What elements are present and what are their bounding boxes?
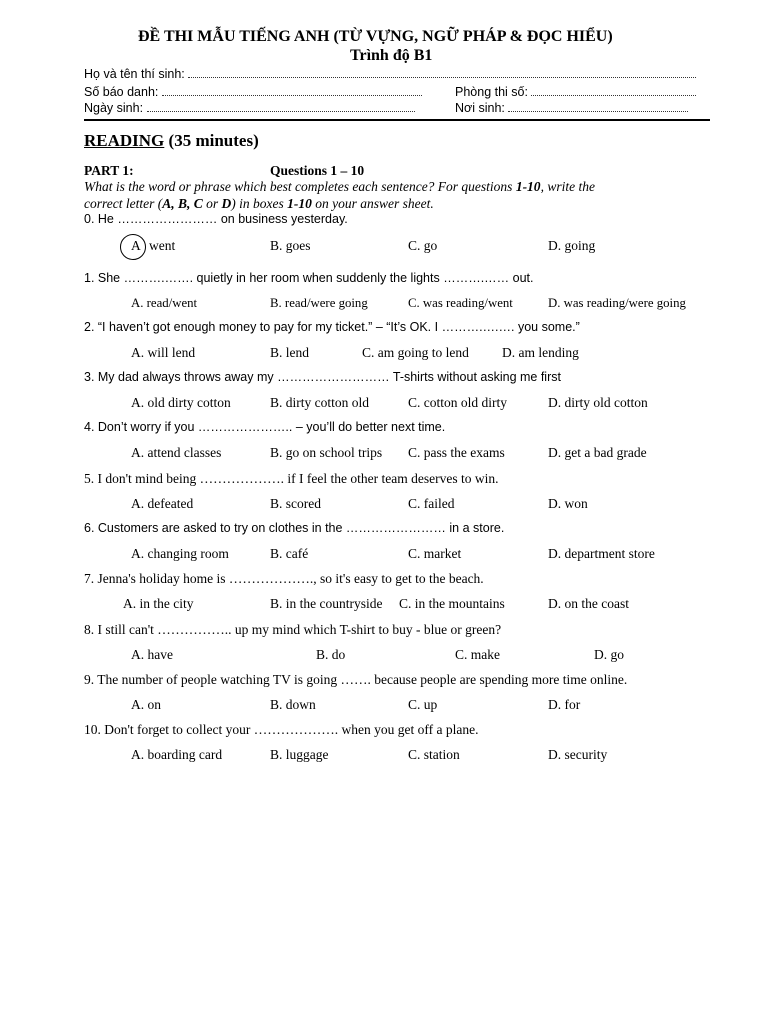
answer-option: D. department store xyxy=(548,546,655,561)
candidate-name-label: Họ và tên thí sinh: xyxy=(84,67,185,81)
answer-option: A. attend classes xyxy=(131,445,222,460)
answer-option: C. make xyxy=(455,647,500,662)
instruction-range-2: 1-10 xyxy=(287,196,312,211)
answer-option: C. failed xyxy=(408,496,455,511)
answer-option: B. scored xyxy=(270,496,321,511)
header-divider xyxy=(84,119,710,121)
question-stem: 4. Don’t worry if you ………………….. – you’ll do better next time. xyxy=(84,420,446,434)
instruction-text-2g: on your answer sheet. xyxy=(311,196,434,211)
question-stem: 8. I still can't …………….. up my mind which T-shirt to buy - blue or green? xyxy=(84,622,502,637)
answer-option: D. dirty old cotton xyxy=(548,395,648,410)
answer-option: B. in the countryside xyxy=(270,596,383,611)
questions-range: Questions 1 – 10 xyxy=(270,163,365,178)
part-label: PART 1: xyxy=(84,163,134,178)
answer-option: D. go xyxy=(594,647,624,662)
answer-option: A. boarding card xyxy=(131,747,223,762)
candidate-name-blank xyxy=(188,77,696,78)
example-option-b: B. goes xyxy=(270,238,311,253)
dob-label: Ngày sinh: xyxy=(84,101,144,115)
section-heading xyxy=(84,131,259,151)
answer-option: A. changing room xyxy=(131,546,229,561)
instruction-text-2e: ) in boxes xyxy=(231,196,288,211)
answer-option: B. luggage xyxy=(270,747,329,762)
pob-label: Nơi sinh: xyxy=(455,101,505,115)
pob-blank xyxy=(508,111,688,112)
answer-option: D. security xyxy=(548,747,608,762)
instruction-text-2a: correct letter ( xyxy=(84,196,163,211)
answer-option: A. have xyxy=(131,647,173,662)
dob-blank xyxy=(147,111,415,112)
question-stem: 7. Jenna's holiday home is ………………., so it's easy to get to the beach. xyxy=(84,571,484,586)
answer-option: D. on the coast xyxy=(548,596,629,611)
example-stem: 0. He …………………… on business yesterday. xyxy=(84,212,348,226)
candidate-name-field xyxy=(84,67,696,81)
instruction-range-1: 1-10 xyxy=(515,179,541,194)
section-title: READING xyxy=(84,131,165,150)
question-stem: 9. The number of people watching TV is going ……. because people are spending more time online. xyxy=(84,672,628,687)
answer-option: A. will lend xyxy=(131,345,196,360)
answer-option: C. station xyxy=(408,747,460,762)
answer-option: B. lend xyxy=(270,345,309,360)
answer-option: C. cotton old dirty xyxy=(408,395,507,410)
answer-option: B. read/were going xyxy=(270,296,368,310)
answer-option: C. pass the exams xyxy=(408,445,505,460)
answer-option: A. read/went xyxy=(131,296,198,310)
question-stem: 1. She ……….……. quietly in her room when suddenly the lights ……….…… out. xyxy=(84,271,534,285)
answer-option: C. am going to lend xyxy=(362,345,469,360)
example-option-d: D. going xyxy=(548,238,596,253)
page-subtitle: Trình độ B1 xyxy=(350,47,433,64)
instruction-text-1: What is the word or phrase which best completes each sentence? For questions xyxy=(84,179,516,194)
answer-option: B. café xyxy=(270,546,309,561)
answer-option: B. go on school trips xyxy=(270,445,383,460)
answer-option: A. in the city xyxy=(123,596,194,611)
question-stem: 6. Customers are asked to try on clothes in the …………………… in a store. xyxy=(84,521,505,535)
answer-option: D. am lending xyxy=(502,345,579,360)
instruction-text-2c: or xyxy=(202,196,222,211)
pob-field xyxy=(455,101,688,115)
answer-option: C. in the mountains xyxy=(399,596,505,611)
example-option-c: C. go xyxy=(408,238,438,253)
question-stem: 2. “I haven’t got enough money to pay for my ticket.” – “It’s OK. I ……….….…. you some.” xyxy=(84,320,580,334)
answer-option: B. dirty cotton old xyxy=(270,395,369,410)
example-option-letter: A xyxy=(131,238,141,253)
exam-room-field xyxy=(455,85,696,99)
instruction-text-1c: , write the xyxy=(540,179,595,194)
answer-option: D. was reading/were going xyxy=(548,296,686,310)
answer-option: A. old dirty cotton xyxy=(131,395,231,410)
question-stem: 5. I don't mind being ………………. if I feel the other team deserves to win. xyxy=(84,471,499,486)
instruction-line-2 xyxy=(84,196,434,212)
example-option-a: went xyxy=(149,238,176,253)
candidate-id-label: Số báo danh: xyxy=(84,85,159,99)
answer-option: D. for xyxy=(548,697,581,712)
exam-room-blank xyxy=(531,95,696,96)
answer-option: D. won xyxy=(548,496,588,511)
instruction-letters: A, B, C xyxy=(162,196,203,211)
dob-field xyxy=(84,101,415,115)
answer-option: C. market xyxy=(408,546,462,561)
answer-option: A. on xyxy=(131,697,161,712)
candidate-id-field xyxy=(84,85,422,99)
page-title: ĐỀ THI MẪU TIẾNG ANH (TỪ VỰNG, NGỮ PHÁP & ĐỌC HIỂU) xyxy=(138,28,613,45)
exam-room-label: Phòng thi số: xyxy=(455,85,528,99)
question-stem: 3. My dad always throws away my ……………………… T-shirts without asking me first xyxy=(84,370,561,384)
answer-option: A. defeated xyxy=(131,496,194,511)
answer-option: D. get a bad grade xyxy=(548,445,647,460)
answer-option: B. down xyxy=(270,697,316,712)
section-duration: (35 minutes) xyxy=(168,131,259,150)
answer-option: B. do xyxy=(316,647,346,662)
answer-option: C. was reading/went xyxy=(408,296,513,310)
question-stem: 10. Don't forget to collect your ………………. when you get off a plane. xyxy=(84,722,479,737)
candidate-id-blank xyxy=(162,95,422,96)
answer-option: C. up xyxy=(408,697,438,712)
instruction-line-1 xyxy=(84,179,595,195)
instruction-letter-d: D xyxy=(221,196,232,211)
